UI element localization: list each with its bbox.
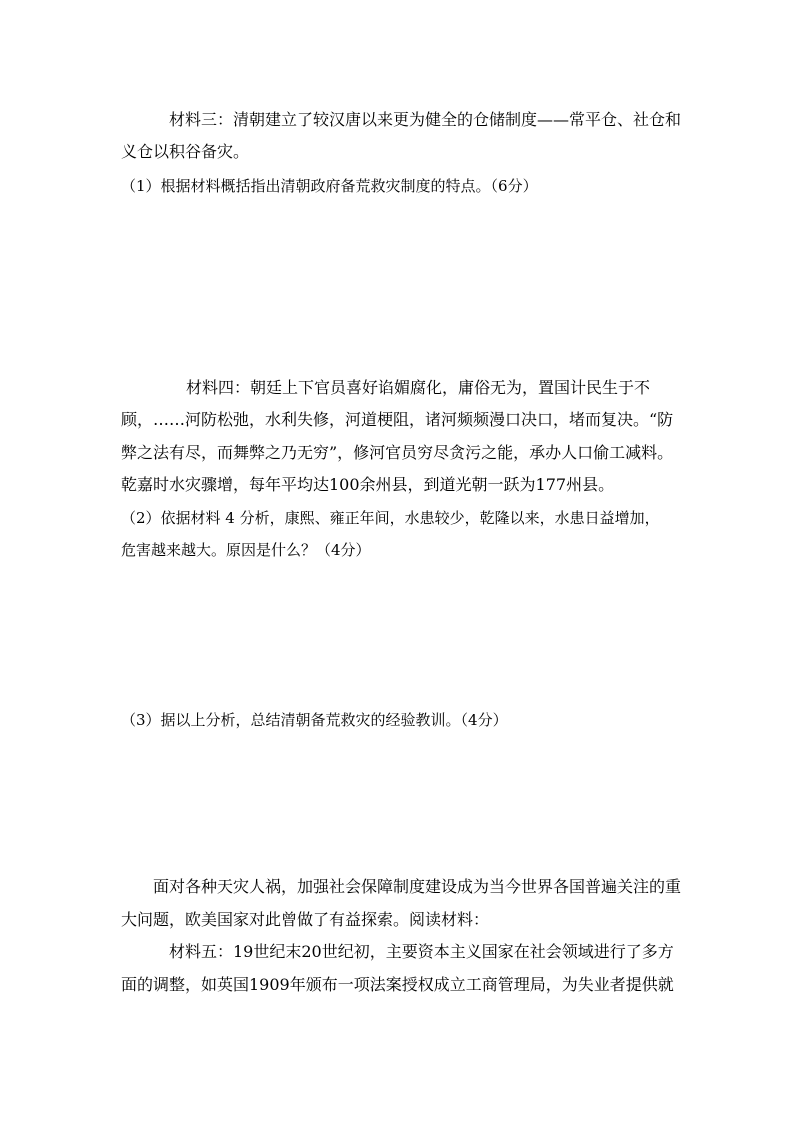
intro-line2: 大问题，欧美国家对此曾做了有益探索。阅读材料： <box>121 910 490 929</box>
question2-line1: （2）依据材料 4 分析，康熙、雍正年间，水患较少，乾隆以来，水患日益增加， <box>121 509 660 527</box>
material3-line2: 义仓以积谷备灾。 <box>121 142 250 161</box>
material4-line3: 弊之法有尽，而舞弊之乃无穷”，修河官员穷尽贪污之能，承办人口偷工减料。 <box>121 443 674 462</box>
material5-line2: 面的调整，如英国1909年颁布一项法案授权成立工商管理局，为失业者提供就 <box>121 975 674 994</box>
material4-line2: 顾，……河防松弛，水利失修，河道梗阻，诸河频频漫口决口，堵而复决。“防 <box>121 410 674 429</box>
material4-line4: 乾嘉时水灾骤增，每年平均达100余州县，到道光朝一跃为177州县。 <box>121 475 615 494</box>
material4-line1: 材料四：朝廷上下官员喜好谄媚腐化，庸俗无为，置国计民生于不 <box>186 378 651 397</box>
question1: （1）根据材料概括指出清朝政府备荒救灾制度的特点。（6分） <box>121 177 538 195</box>
question2-line2: 危害越来越大。原因是什么？（4分） <box>121 541 371 559</box>
material3-line1: 材料三：清朝建立了较汉唐以来更为健全的仓储制度——常平仓、社仓和 <box>169 110 682 129</box>
material5-line1: 材料五：19世纪末20世纪初，主要资本主义国家在社会领域进行了多方 <box>169 942 674 961</box>
question3: （3）据以上分析，总结清朝备荒救灾的经验教训。（4分） <box>121 711 508 729</box>
intro-line1: 面对各种天灾人祸，加强社会保障制度建设成为当今世界各国普遍关注的重 <box>153 877 682 896</box>
